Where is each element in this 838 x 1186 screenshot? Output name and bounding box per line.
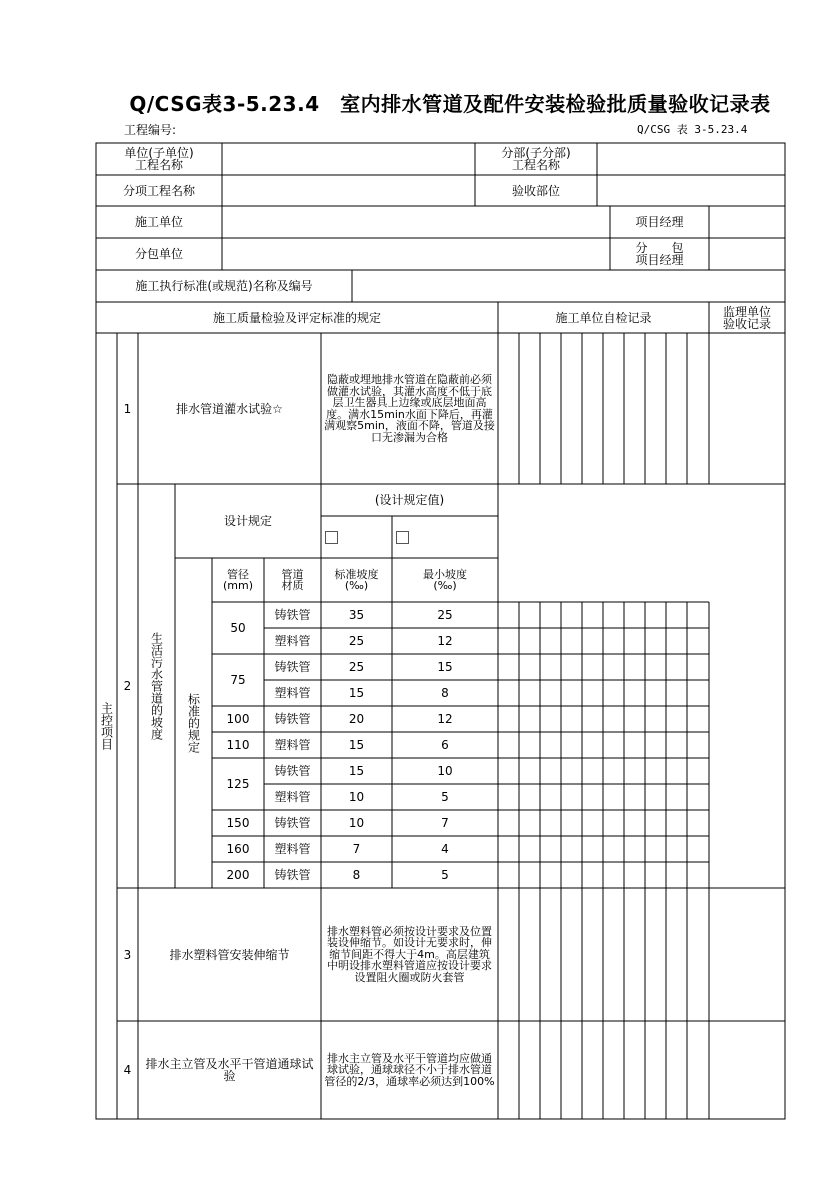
item-3-supervisor-field[interactable] [709, 888, 785, 1021]
standard-field[interactable] [352, 270, 785, 302]
slope-min-cell: 15 [437, 660, 453, 674]
subunit-name-field[interactable] [597, 143, 785, 175]
item-1-description: 隐蔽或埋地排水管道在隐蔽前必须做灌水试验，其灌水高度不低于底层卫生器具上边缘或底层地面高度。满水15min水面下降后，再灌满观察5min，液面不降，管道及接口无渗漏为合格 [324, 373, 495, 444]
slope-diameter-cell: 200 [226, 868, 250, 882]
item-4-number: 4 [123, 1063, 132, 1077]
item-3-number: 3 [123, 947, 132, 962]
slope-standard-cell: 15 [348, 738, 365, 752]
subunit-name-label: 分部(子分部) 工程名称 [501, 146, 571, 172]
project-manager-field[interactable] [709, 206, 785, 238]
col-min-slope-header: 最小坡度 (‰) [423, 568, 467, 592]
slope-material-cell: 铸铁管 [274, 712, 311, 726]
sub-item-name-label: 分项工程名称 [122, 183, 195, 198]
project-manager-label: 项目经理 [635, 215, 684, 229]
slope-min-cell: 5 [441, 790, 449, 804]
spec-column-header: 施工质量检验及评定标准的规定 [212, 310, 381, 325]
slope-material-cell: 塑料管 [274, 790, 311, 804]
self-check-column-header: 施工单位自检记录 [555, 310, 652, 325]
item-3-name: 排水塑料管安装伸缩节 [169, 947, 290, 962]
slope-diameter-cell: 75 [230, 673, 246, 687]
design-value-label: (设计规定值) [374, 493, 445, 507]
slope-min-cell: 5 [441, 868, 449, 882]
acceptance-part-field[interactable] [597, 175, 785, 206]
slope-standard-cell: 8 [352, 868, 361, 882]
form-code: Q/CSG 表 3-5.23.4 [637, 123, 748, 136]
standard-label: 施工执行标准(或规范)名称及编号 [135, 279, 313, 293]
slope-standard-cell: 10 [348, 816, 365, 830]
sub-pm-label: 分 包 项目经理 [635, 241, 684, 267]
item-2-number: 2 [123, 679, 132, 693]
slope-diameter-cell: 150 [226, 816, 250, 830]
slope-standard-cell: 20 [348, 712, 365, 726]
main-items-label: 主控项目 [99, 702, 114, 750]
slope-diameter-cell: 125 [226, 777, 250, 791]
slope-material-cell: 塑料管 [274, 738, 311, 752]
slope-material-cell: 铸铁管 [274, 660, 311, 674]
slope-material-cell: 塑料管 [274, 634, 311, 648]
slope-min-cell: 6 [441, 738, 449, 752]
supervisor-column-header: 监理单位 验收记录 [722, 304, 771, 331]
item-1-number: 1 [123, 401, 132, 416]
subcontract-unit-field[interactable] [222, 238, 610, 270]
slope-material-cell: 铸铁管 [274, 764, 311, 778]
slope-material-cell: 塑料管 [274, 686, 311, 700]
slope-min-cell: 8 [441, 686, 449, 700]
item-3-description: 排水塑料管必须按设计要求及位置装设伸缩节。如设计无要求时，伸缩节间距不得大于4m。高层建筑中明设排水塑料管道应按设计要求设置阻火圈或防火套管 [327, 924, 492, 984]
slope-material-cell: 铸铁管 [274, 608, 311, 622]
slope-standard-cell: 15 [348, 686, 365, 700]
slope-standard-cell: 25 [348, 660, 365, 674]
unit-name-label: 单位(子单位) 工程名称 [124, 146, 194, 172]
col-diameter-header: 管径 (mm) [222, 568, 253, 592]
design-rule-label: 设计规定 [223, 514, 272, 528]
subcontract-unit-label: 分包单位 [134, 247, 183, 261]
slope-material-cell: 塑料管 [274, 842, 311, 856]
slope-diameter-cell: 100 [226, 712, 250, 726]
design-value-checkbox-2[interactable] [396, 531, 409, 544]
slope-standard-cell: 7 [352, 842, 361, 856]
slope-material-cell: 铸铁管 [274, 816, 311, 830]
slope-standard-cell: 25 [348, 634, 365, 648]
item-2-supervisor-field[interactable] [709, 484, 785, 888]
slope-diameter-cell: 50 [230, 621, 246, 635]
std-rule-label: 标准的规定 [186, 693, 201, 753]
slope-min-cell: 4 [441, 842, 449, 856]
item-2-name: 生活污水管道的坡度 [149, 632, 164, 740]
slope-standard-cell: 35 [348, 608, 365, 622]
slope-min-cell: 25 [437, 608, 453, 622]
slope-min-cell: 12 [437, 634, 453, 648]
slope-min-cell: 12 [437, 712, 453, 726]
item-4-supervisor-field[interactable] [709, 1021, 785, 1119]
slope-min-cell: 7 [441, 816, 449, 830]
item-4-name: 排水主立管及水平干管道通球试验 [145, 1057, 314, 1083]
construction-unit-field[interactable] [222, 206, 610, 238]
slope-material-cell: 铸铁管 [274, 868, 311, 882]
item-4-description: 排水主立管及水平干管道均应做通球试验，通球球径不小于排水管道管径的2/3，通球率必须达到100% [324, 1051, 495, 1088]
slope-standard-cell: 10 [348, 790, 365, 804]
item-1-supervisor-field[interactable] [709, 333, 785, 484]
slope-diameter-cell: 160 [226, 842, 250, 856]
item-1-name: 排水管道灌水试验☆ [176, 401, 283, 416]
unit-name-field[interactable] [222, 143, 475, 175]
acceptance-part-label: 验收部位 [511, 183, 560, 198]
col-material-header: 管道 材质 [281, 568, 304, 592]
document-title: Q/CSG表3-5.23.4 室内排水管道及配件安装检验批质量验收记录表 [129, 92, 771, 116]
slope-min-cell: 10 [437, 764, 453, 778]
sub-item-name-field[interactable] [222, 175, 475, 206]
slope-diameter-cell: 110 [226, 738, 250, 752]
sub-pm-field[interactable] [709, 238, 785, 270]
design-value-checkbox-1[interactable] [325, 531, 338, 544]
construction-unit-label: 施工单位 [134, 215, 183, 229]
slope-standard-cell: 15 [348, 764, 365, 778]
col-standard-slope-header: 标准坡度 (‰) [334, 568, 379, 592]
project-number-label: 工程编号: [124, 123, 177, 137]
